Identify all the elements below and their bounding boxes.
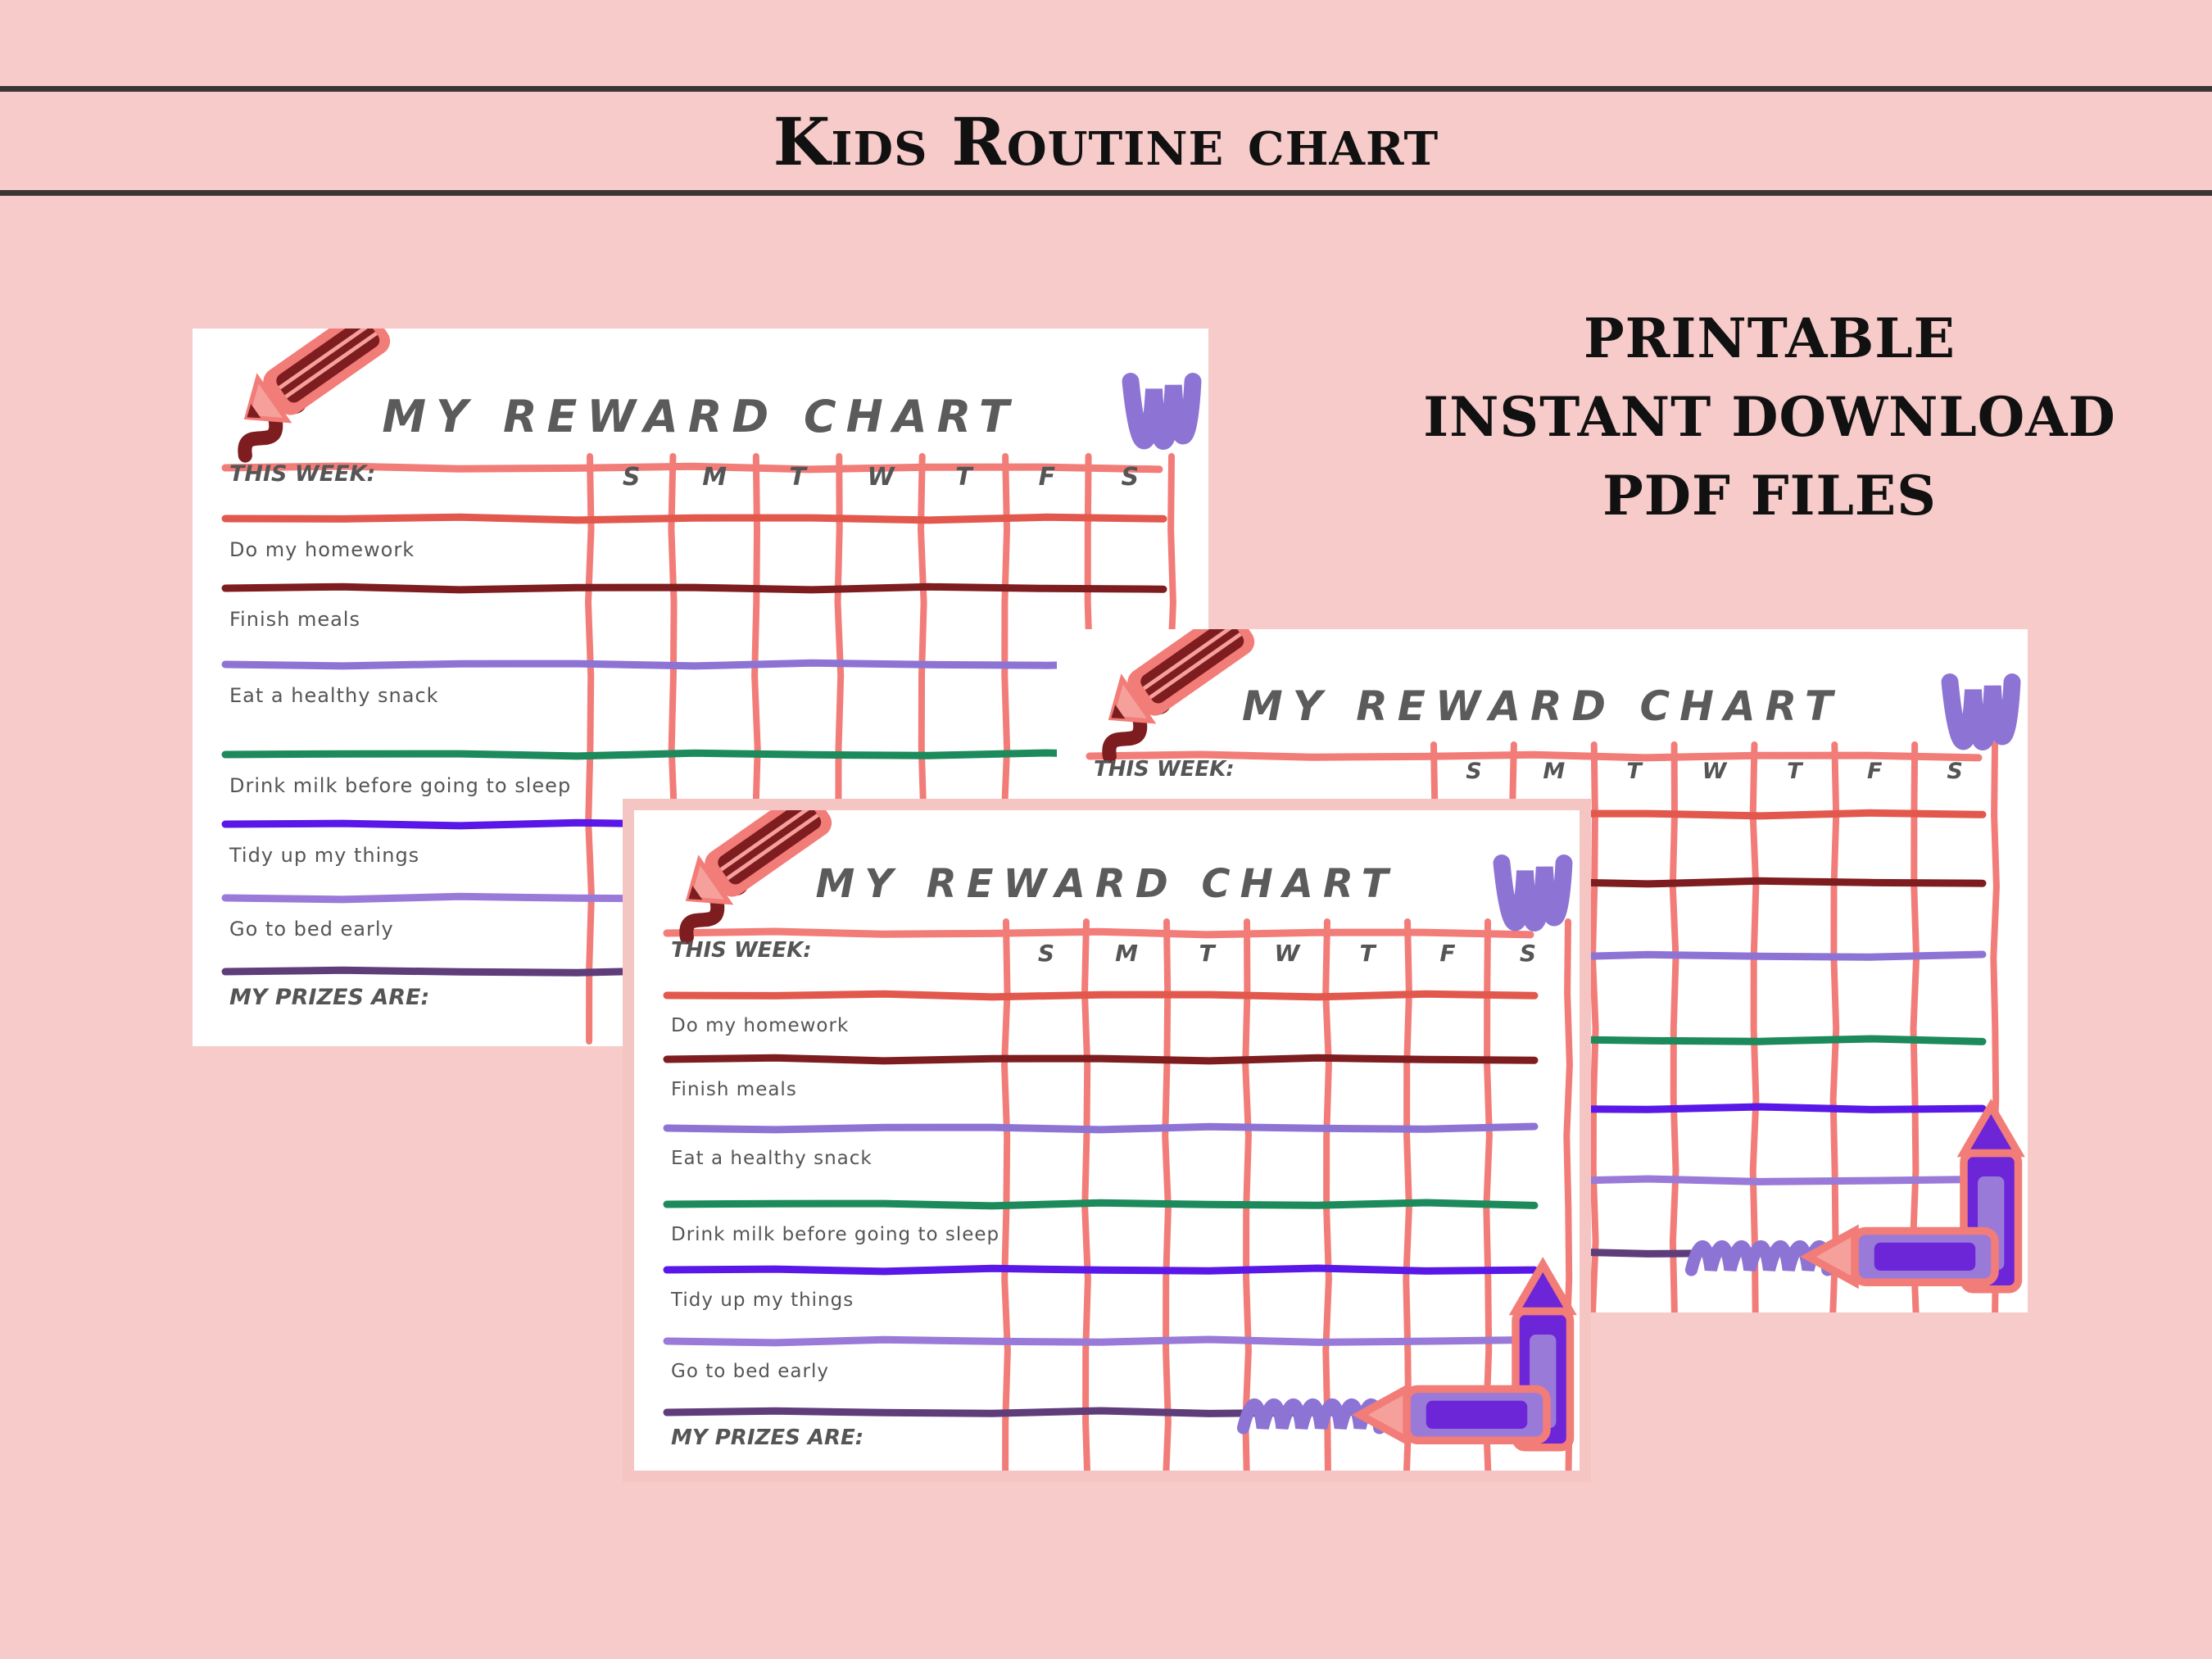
day-header: M [702,463,728,492]
day-header: T [789,463,806,492]
grid-column-line [588,456,592,1041]
day-header: W [1274,940,1300,967]
row-line [667,1339,1534,1343]
header-underline [667,931,1530,935]
day-header: M [1115,940,1138,967]
banner-top-rule [0,86,2212,92]
grid-column-line [1326,922,1329,1471]
chart-title: MY REWARD CHART [815,861,1398,907]
prizes-label: MY PRIZES ARE: [229,985,430,1010]
day-header: F [1038,463,1056,492]
this-week-label: THIS WEEK: [229,461,376,487]
task-label: Go to bed early [229,918,394,941]
row-line [225,517,1163,520]
task-label: Drink milk before going to sleep [671,1224,1000,1245]
task-label: Tidy up my things [671,1290,854,1311]
day-header: S [1947,759,1963,784]
row-line [667,1126,1534,1130]
feature-list [1393,299,2146,535]
task-label: Finish meals [671,1079,797,1100]
banner-bottom-rule [0,190,2212,196]
task-label: Go to bed early [671,1361,829,1382]
row-line [225,753,1163,756]
this-week-label: THIS WEEK: [1094,757,1235,782]
day-header: S [1037,940,1055,967]
feature-pdf-files: PDF FILES [1602,464,1937,528]
day-header: W [1702,759,1727,784]
day-header: S [1519,940,1537,967]
grid-column-line [1673,745,1676,1312]
grid-column-line [1753,745,1756,1312]
task-label: Eat a healthy snack [229,684,439,707]
grid-column-line [1833,745,1836,1312]
row-line [225,587,1163,590]
banner-title: Kids Routine chart [773,103,1439,180]
day-header: T [1199,940,1215,967]
task-label: Do my homework [229,538,415,561]
task-label: Finish meals [229,608,360,631]
day-header: T [1359,940,1376,967]
task-label: Tidy up my things [229,844,420,867]
day-header: W [867,463,895,492]
feature-printable: PRINTABLE [1584,306,1956,370]
row-line [667,994,1534,997]
task-label: Do my homework [671,1015,850,1036]
chart-title: MY REWARD CHART [382,391,1019,442]
row-line [667,1268,1534,1271]
crayons-icon [1692,1107,2019,1290]
grid-column-line [1004,922,1008,1471]
grid-column-line [1245,922,1249,1471]
grid-column-line [1165,922,1168,1471]
task-label: Eat a healthy snack [671,1148,873,1169]
day-header: T [1787,759,1802,784]
day-header: S [1466,759,1482,784]
reward-chart-front [623,799,1591,1482]
feature-instant-download: INSTANT DOWNLOAD [1423,385,2116,449]
chart-title: MY REWARD CHART [1241,682,1843,730]
day-header: T [1626,759,1642,784]
row-line [667,1203,1534,1206]
row-line [225,663,1163,666]
day-header: S [622,463,641,492]
day-header: M [1543,759,1566,784]
grid-column-line [1085,922,1088,1471]
this-week-label: THIS WEEK: [671,938,812,963]
task-label: Drink milk before going to sleep [229,774,572,797]
row-line [667,1058,1534,1061]
day-header: F [1866,759,1883,784]
day-header: S [1121,463,1140,492]
day-header: T [955,463,972,492]
day-header: F [1439,940,1456,967]
prizes-label: MY PRIZES ARE: [671,1426,864,1450]
grid-column-line [1593,745,1596,1312]
